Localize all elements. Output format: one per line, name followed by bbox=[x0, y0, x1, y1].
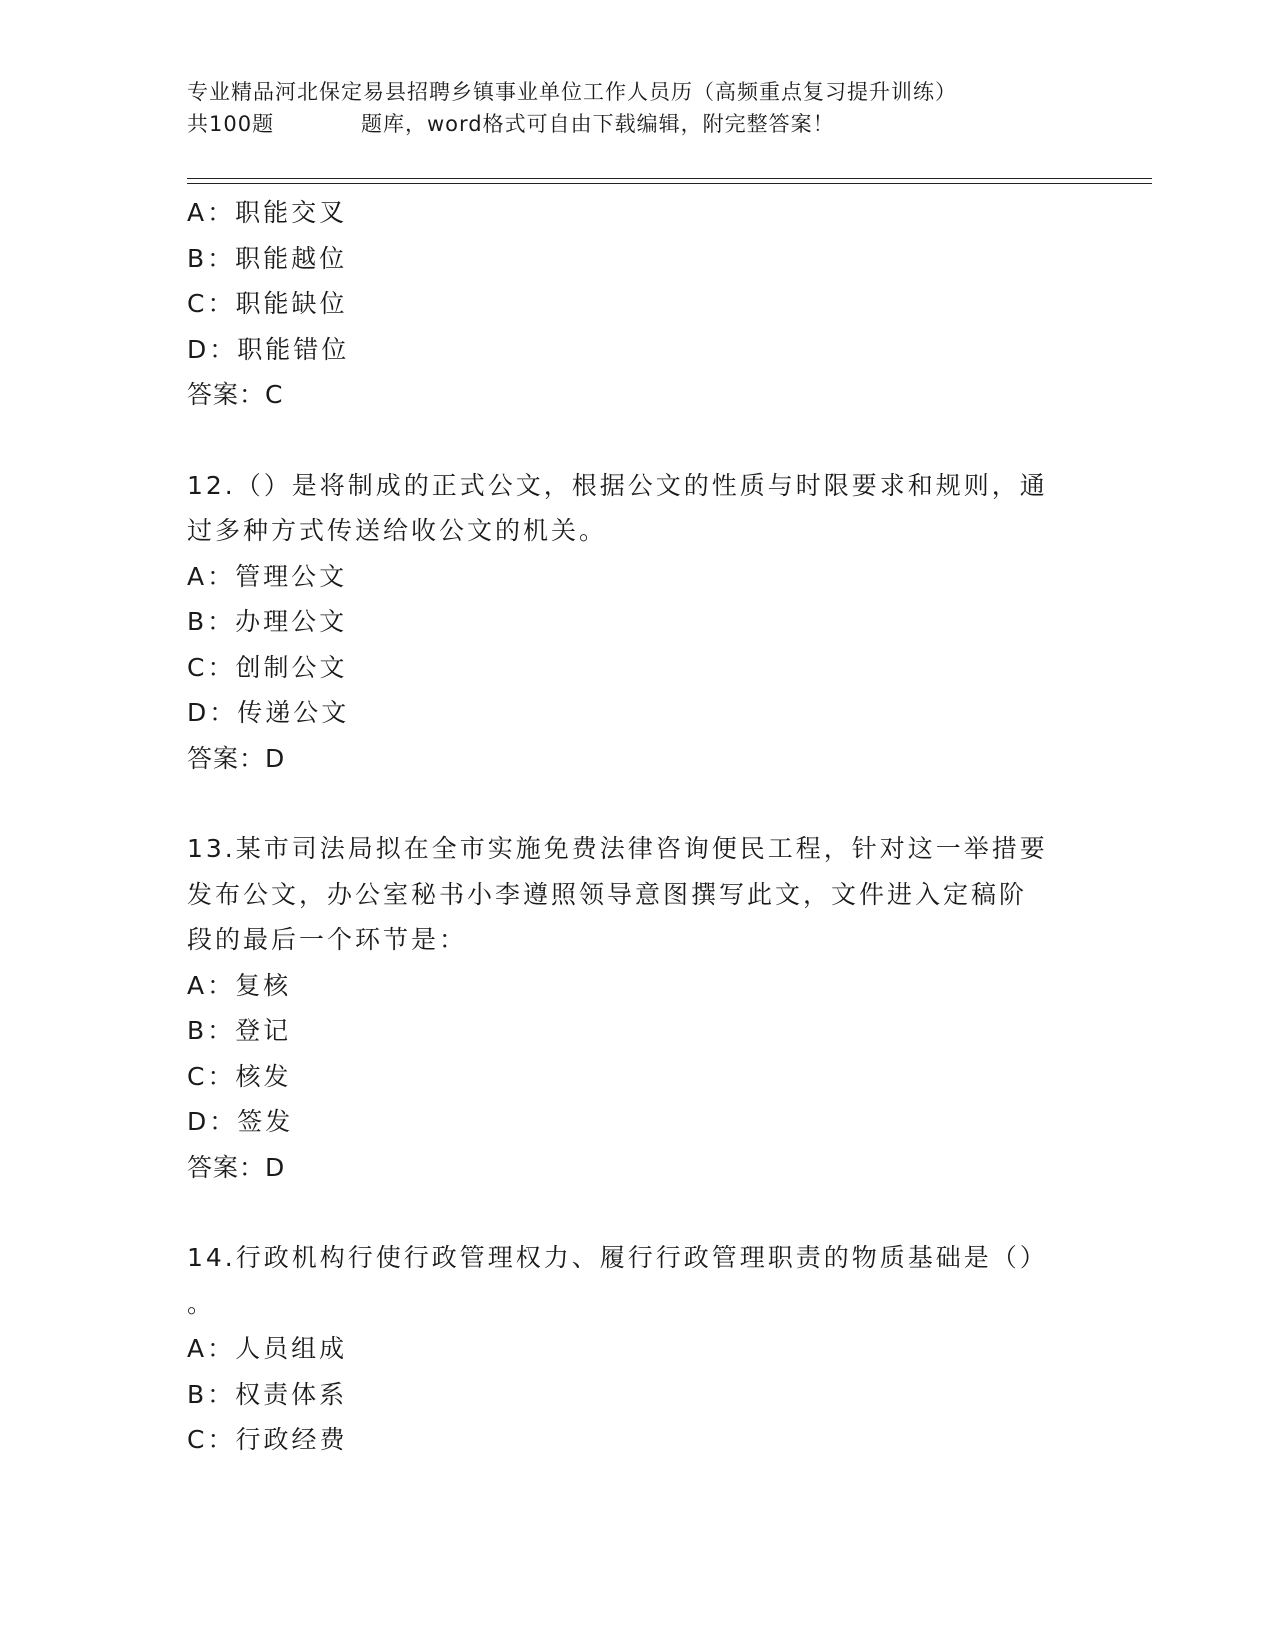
q13-stem bbox=[187, 826, 1087, 963]
q14-stem bbox=[187, 1235, 1087, 1326]
header-divider-top bbox=[187, 178, 1152, 179]
q14-option-a: A：人员组成 bbox=[187, 1334, 348, 1363]
q14-stem-line-2: 。 bbox=[187, 1288, 216, 1318]
q12-option-d: D：传递公文 bbox=[187, 698, 350, 727]
q11-option-c: C：职能缺位 bbox=[187, 289, 348, 318]
q13-option-b: B：登记 bbox=[187, 1016, 292, 1045]
question-count: 共100题 bbox=[187, 112, 275, 136]
question-13-block bbox=[187, 826, 1087, 1190]
q11-option-b: B：职能越位 bbox=[187, 243, 348, 273]
q11-answer: 答案：C bbox=[187, 380, 284, 409]
q12-option-a: A：管理公文 bbox=[187, 561, 348, 591]
q12-option-b: B：办理公文 bbox=[187, 607, 348, 636]
document-header bbox=[187, 76, 1147, 140]
header-description: 题库，word格式可自由下载编辑，附完整答案！ bbox=[361, 112, 835, 136]
q12-stem-line-1: 12.（）是将制成的正式公文，根据公文的性质与时限要求和规则，通 bbox=[187, 470, 1048, 500]
q11-option-d: D：职能错位 bbox=[187, 334, 350, 364]
q12-option-c: C：创制公文 bbox=[187, 652, 348, 682]
q12-stem-line-2: 过多种方式传送给收公文的机关。 bbox=[187, 516, 608, 545]
q12-answer: 答案：D bbox=[187, 743, 286, 773]
question-11-block bbox=[187, 190, 1087, 418]
q14-stem-line-1: 14.行政机构行使行政管理权力、履行行政管理职责的物质基础是（） bbox=[187, 1243, 1048, 1272]
q13-stem-line-3: 段的最后一个环节是： bbox=[187, 925, 468, 954]
question-list bbox=[187, 190, 1087, 1463]
q13-answer: 答案：D bbox=[187, 1152, 286, 1182]
q13-option-c: C：核发 bbox=[187, 1061, 292, 1091]
q11-option-a: A：职能交叉 bbox=[187, 198, 348, 227]
question-14-block bbox=[187, 1235, 1087, 1463]
q13-option-a: A：复核 bbox=[187, 970, 292, 1000]
q14-option-b: B：权责体系 bbox=[187, 1379, 348, 1409]
header-title: 专业精品河北保定易县招聘乡镇事业单位工作人员历（高频重点复习提升训练） bbox=[187, 80, 957, 104]
q13-option-d: D：签发 bbox=[187, 1107, 294, 1136]
q13-stem-line-1: 13.某市司法局拟在全市实施免费法律咨询便民工程，针对这一举措要 bbox=[187, 834, 1048, 863]
header-subtitle bbox=[187, 108, 1147, 140]
header-divider-bottom bbox=[187, 183, 1152, 184]
question-12-block bbox=[187, 463, 1087, 782]
q12-stem bbox=[187, 463, 1087, 554]
q14-option-c: C：行政经费 bbox=[187, 1425, 348, 1454]
q13-stem-line-2: 发布公文，办公室秘书小李遵照领导意图撰写此文，文件进入定稿阶 bbox=[187, 879, 1028, 909]
